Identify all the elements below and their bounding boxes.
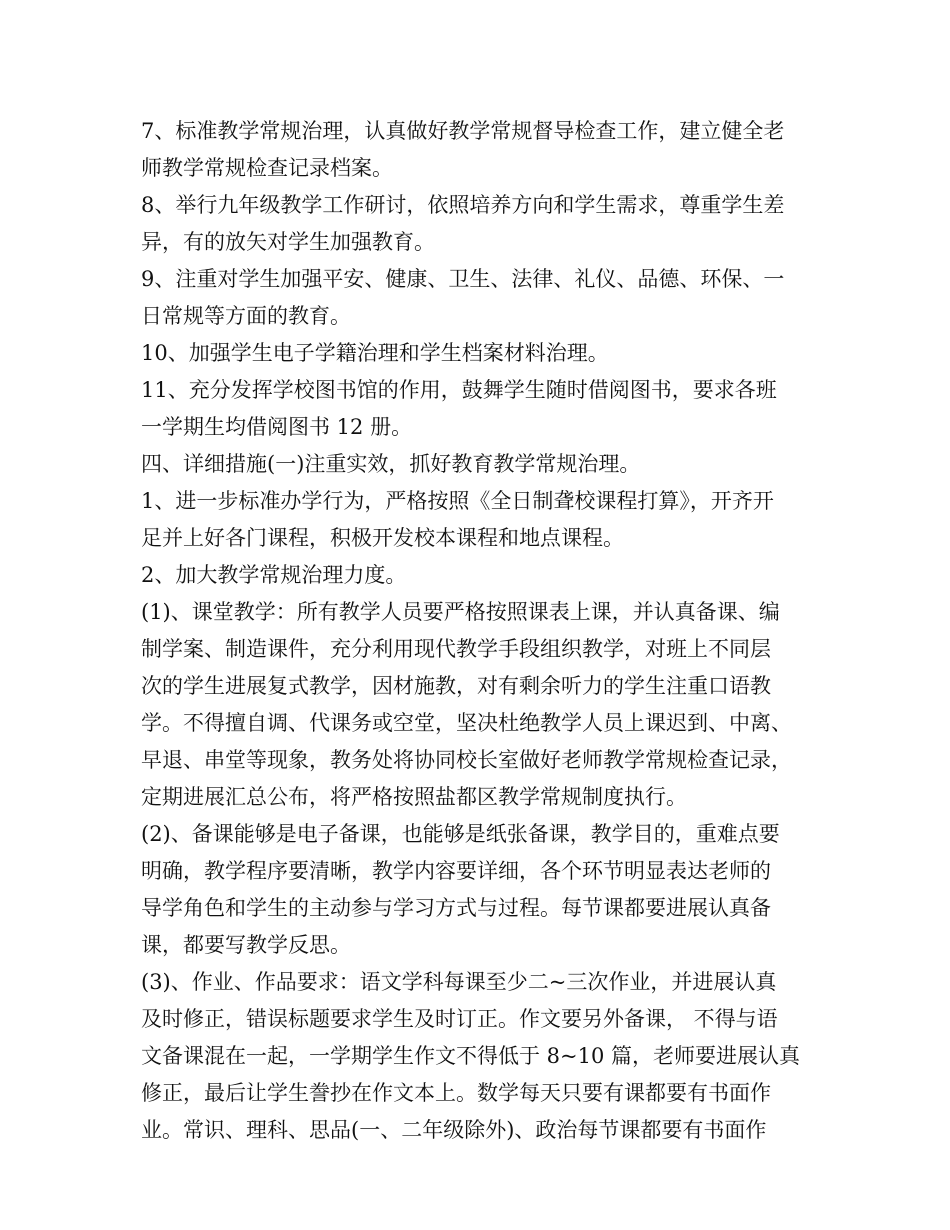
text-line: (1)、课堂教学：所有教学人员要严格按照课表上课，并认真备课、编	[141, 600, 780, 624]
text-line: 文备课混在一起，一学期学生作文不得低于 8~10 篇，老师要进展认真	[141, 1044, 801, 1068]
text-line: 9、注重对学生加强平安、健康、卫生、法律、礼仪、品德、环保、一	[141, 267, 785, 291]
document-body	[141, 113, 831, 1149]
text-line: 10、加强学生电子学籍治理和学生档案材料治理。	[141, 341, 609, 365]
text-line: 师教学常规检查记录档案。	[141, 156, 393, 180]
text-line: 及时修正，错误标题要求学生及时订正。作文要另外备课， 不得与语	[141, 1007, 778, 1031]
text-line: 明确，教学程序要清晰，教学内容要详细，各个环节明显表达老师的	[141, 859, 771, 883]
text-line: 足并上好各门课程，积极开发校本课程和地点课程。	[141, 526, 624, 550]
text-line: 7、标准教学常规治理，认真做好教学常规督导检查工作，建立健全老	[141, 119, 785, 143]
text-line: 1、进一步标准办学行为，严格按照《全日制聋校课程打算》，开齐开	[141, 489, 774, 513]
text-line: 修正，最后让学生誊抄在作文本上。数学每天只要有课都要有书面作	[141, 1081, 771, 1105]
text-line: 日常规等方面的教育。	[141, 304, 351, 328]
text-line: 四、详细措施(一)注重实效，抓好教育教学常规治理。	[141, 452, 641, 476]
text-line: (3)、作业、作品要求：语文学科每课至少二~三次作业，并进展认真	[141, 970, 777, 994]
text-line: 导学角色和学生的主动参与学习方式与过程。每节课都要进展认真备	[141, 896, 771, 920]
text-line: 业。常识、理科、思品(一、二年级除外)、政治每节课都要有书面作	[141, 1118, 767, 1142]
text-line: 定期进展汇总公布，将严格按照盐都区教学常规制度执行。	[141, 785, 687, 809]
text-line: 11、充分发挥学校图书馆的作用，鼓舞学生随时借阅图书，要求各班	[141, 378, 777, 402]
text-line: 课，都要写教学反思。	[141, 933, 351, 957]
text-line: 学。不得擅自调、代课务或空堂，坚决杜绝教学人员上课迟到、中离、	[141, 711, 792, 735]
text-line: 一学期生均借阅图书 12 册。	[141, 415, 413, 439]
text-line: 次的学生进展复式教学，因材施教，对有剩余听力的学生注重口语教	[141, 674, 771, 698]
text-line: 8、举行九年级教学工作研讨，依照培养方向和学生需求，尊重学生差	[141, 193, 785, 217]
text-line: 2、加大教学常规治理力度。	[141, 563, 407, 587]
text-line: 制学案、制造课件，充分利用现代教学手段组织教学，对班上不同层	[141, 637, 771, 661]
text-line: (2)、备课能够是电子备课，也能够是纸张备课，教学目的，重难点要	[141, 822, 780, 846]
text-line: 早退、串堂等现象，教务处将协同校长室做好老师教学常规检查记录，	[141, 748, 792, 772]
text-line: 异，有的放矢对学生加强教育。	[141, 230, 435, 254]
